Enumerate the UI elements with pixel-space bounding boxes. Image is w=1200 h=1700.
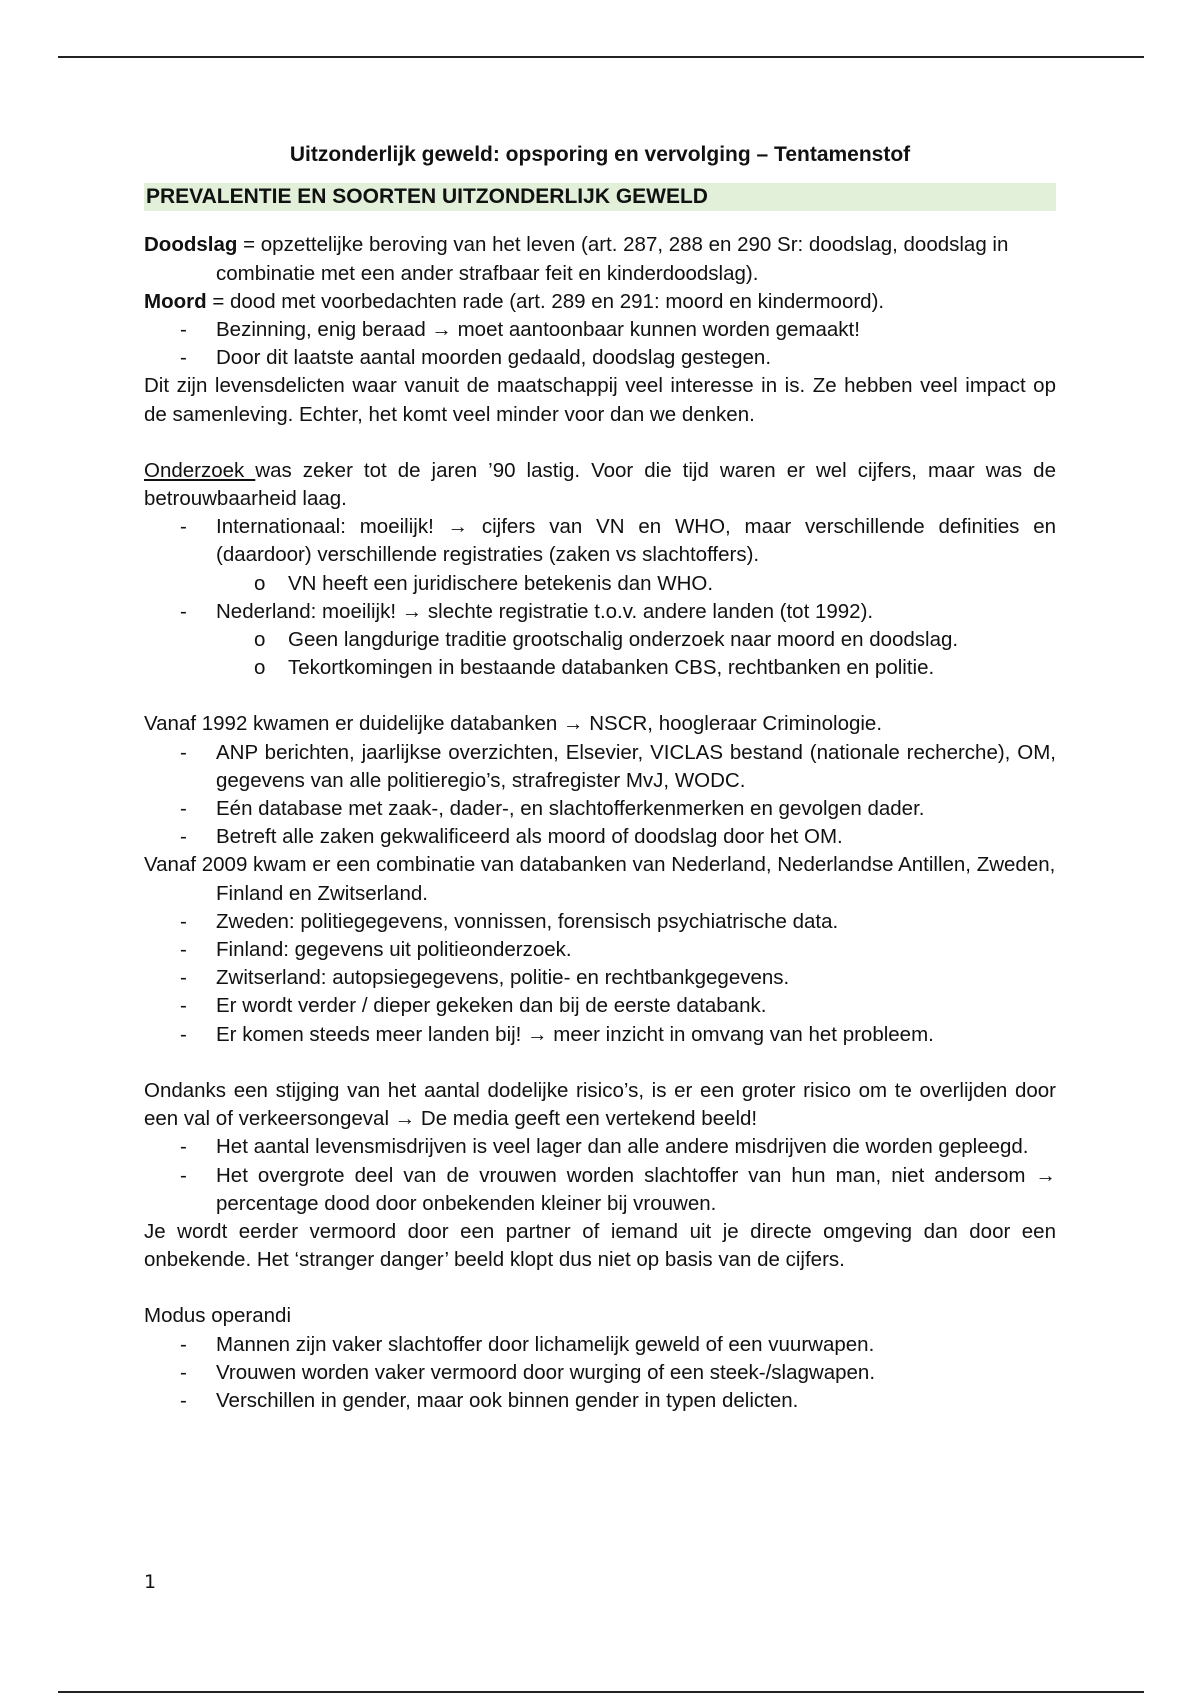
paragraph-vanaf-1992: Vanaf 1992 kwamen er duidelijke databanken → NSCR, hoogleraar Criminologie. — [144, 712, 883, 736]
sub-list-item: o Tekortkomingen in bestaande databanken CBS, rechtbanken en politie. — [144, 654, 1056, 682]
sub-list-item: o VN heeft een juridischere betekenis dan WHO. — [144, 570, 1056, 598]
list-item: - Finland: gegevens uit politieonderzoek. — [144, 936, 1056, 964]
page-number: 1 — [144, 1571, 157, 1593]
ondanks-bullets — [144, 1133, 1056, 1218]
modus-operandi-heading: Modus operandi — [144, 1304, 292, 1328]
onderzoek-underlined: Onderzoek — [144, 458, 256, 482]
list-item: - Zwitserland: autopsiegegevens, politie- en rechtbankgegevens. — [144, 964, 1056, 992]
term-moord: Moord — [144, 289, 207, 313]
list-item: - Vrouwen worden vaker vermoord door wurging of een steek-/slagwapen. — [144, 1359, 1056, 1387]
modus-operandi-bullets — [144, 1331, 1056, 1416]
list-item: - Het overgrote deel van de vrouwen worden slachtoffer van hun man, niet andersom → percentage dood door onbekenden kleiner bij vrouwen. — [144, 1162, 1056, 1218]
paragraph-levensdelicten: Dit zijn levensdelicten waar vanuit de maatschappij veel interesse in is. Ze hebben veel impact op de samenleving. Echter, het komt veel minder voor dan we denken. — [144, 374, 1056, 426]
footer-rule — [58, 1691, 1144, 1693]
section-heading: PREVALENTIE EN SOORTEN UITZONDERLIJK GEWELD — [144, 183, 1056, 211]
list-item: - ANP berichten, jaarlijkse overzichten, Elsevier, VICLAS bestand (nationale recherche), OM, gegevens van alle politieregio’s, strafregister MvJ, WODC. — [144, 739, 1056, 795]
onderzoek-text: was zeker tot de jaren ’90 lastig. Voor die tijd waren er wel cijfers, maar was de betrouwbaarheid laag. — [144, 458, 1056, 511]
moord-bullets — [144, 316, 1056, 372]
list-item: - Mannen zijn vaker slachtoffer door lichamelijk geweld of een vuurwapen. — [144, 1331, 1056, 1359]
paragraph-stranger-danger: Je wordt eerder vermoord door een partner of iemand uit je directe omgeving dan door een onbekende. Het ‘stranger danger’ beeld klopt dus niet op basis van de cijfers. — [144, 1219, 1056, 1272]
paragraph-onderzoek — [144, 457, 1056, 513]
list-item: - Zweden: politiegegevens, vonnissen, forensisch psychiatrische data. — [144, 908, 1056, 936]
list-item: - Verschillen in gender, maar ook binnen gender in typen delicten. — [144, 1387, 1056, 1415]
definition-moord-text: = dood met voorbedachten rade (art. 289 en 291: moord en kindermoord). — [206, 289, 885, 313]
header-rule — [58, 56, 1144, 58]
term-doodslag: Doodslag — [144, 233, 238, 257]
sub-list-item: o Geen langdurige traditie grootschalig onderzoek naar moord en doodslag. — [144, 626, 1056, 654]
definition-moord — [144, 288, 1056, 316]
paragraph-ondanks: Ondanks een stijging van het aantal dodelijke risico’s, is er een groter risico om te overlijden door een val of verkeersongeval → De media geeft een vertekend beeld! — [144, 1078, 1056, 1131]
list-item: - Nederland: moeilijk! → slechte registratie t.o.v. andere landen (tot 1992). — [144, 598, 1056, 626]
list-item: - Door dit laatste aantal moorden gedaald, doodslag gestegen. — [144, 344, 1056, 372]
list-item: - Er wordt verder / dieper gekeken dan bij de eerste databank. — [144, 992, 1056, 1020]
vanaf-1992-bullets — [144, 739, 1056, 852]
list-item: - Internationaal: moeilijk! → cijfers van VN en WHO, maar verschillende definities en (daardoor) verschillende registraties (zaken vs slachtoffers). — [144, 513, 1056, 569]
document-body — [144, 141, 1056, 1415]
list-item: - Bezinning, enig beraad → moet aantoonbaar kunnen worden gemaakt! — [144, 316, 1056, 344]
definition-doodslag — [144, 231, 1056, 287]
onderzoek-bullets — [144, 513, 1056, 682]
vanaf-2009-bullets — [144, 908, 1056, 1049]
list-item: - Er komen steeds meer landen bij! → meer inzicht in omvang van het probleem. — [144, 1021, 1056, 1049]
list-item: - Betreft alle zaken gekwalificeerd als moord of doodslag door het OM. — [144, 823, 1056, 851]
list-item: - Het aantal levensmisdrijven is veel lager dan alle andere misdrijven die worden gepleegd. — [144, 1133, 1056, 1161]
paragraph-vanaf-2009: Vanaf 2009 kwam er een combinatie van databanken van Nederland, Nederlandse Antillen, Zweden, Finland en Zwitserland. — [144, 853, 1056, 905]
list-item: - Eén database met zaak-, dader-, en slachtofferkenmerken en gevolgen dader. — [144, 795, 1056, 823]
document-title: Uitzonderlijk geweld: opsporing en vervolging – Tentamenstof — [289, 143, 911, 166]
definition-doodslag-text: = opzettelijke beroving van het leven (art. 287, 288 en 290 Sr: doodslag, doodslag in combinatie met een ander strafbaar feit en kinderdoodslag). — [216, 233, 1009, 285]
